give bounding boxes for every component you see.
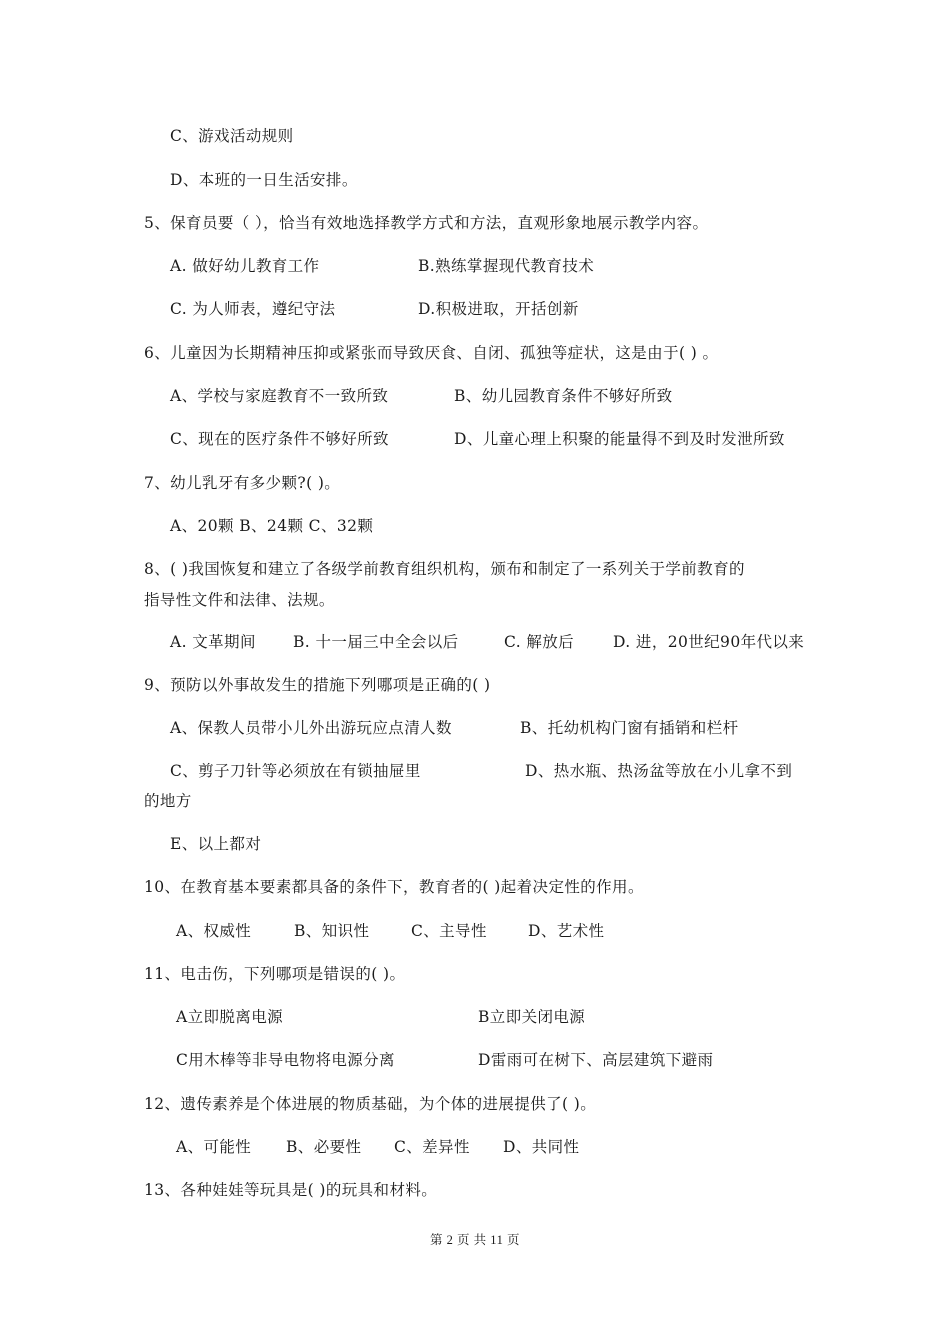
question-6: 6、儿童因为长期精神压抑或紧张而导致厌食、自闭、孤独等症状，这是由于( ) 。 — [144, 344, 719, 362]
option-12b: B、必要性 — [286, 1138, 362, 1156]
option-8a: A. 文革期间 — [170, 633, 256, 651]
question-8-line1: 8、( )我国恢复和建立了各级学前教育组织机构，颁布和制定了一系列关于学前教育的 — [144, 560, 745, 578]
question-5: 5、保育员要（ ），恰当有效地选择教学方式和方法，直观形象地展示教学内容。 — [144, 214, 709, 232]
page-footer: 第 2 页 共 11 页 — [430, 1233, 520, 1247]
question-12: 12、遗传素养是个体进展的物质基础，为个体的进展提供了( )。 — [144, 1095, 597, 1113]
option-10c: C、主导性 — [411, 922, 487, 940]
option-12a: A、可能性 — [176, 1138, 252, 1156]
option-9c: C、剪子刀针等必须放在有锁抽屉里 — [170, 762, 421, 780]
option-5a: A. 做好幼儿教育工作 — [170, 257, 320, 275]
option-5b: B.熟练掌握现代教育技术 — [418, 257, 595, 275]
question-13: 13、各种娃娃等玩具是( )的玩具和材料。 — [144, 1181, 438, 1199]
question-9: 9、预防以外事故发生的措施下列哪项是正确的( ) — [144, 676, 491, 694]
option-9d-cont: 的地方 — [144, 792, 192, 810]
option-5c: C. 为人师表，遵纪守法 — [170, 300, 336, 318]
option-5d: D.积极进取，开括创新 — [418, 300, 579, 318]
option-11b: B立即关闭电源 — [478, 1008, 586, 1026]
option-8b: B. 十一届三中全会以后 — [293, 633, 459, 651]
option-6c: C、现在的医疗条件不够好所致 — [170, 430, 389, 448]
option-6b: B、幼儿园教育条件不够好所致 — [454, 387, 673, 405]
option-9d: D、热水瓶、热汤盆等放在小儿拿不到 — [525, 762, 793, 780]
question-11: 11、电击伤，下列哪项是错误的( )。 — [144, 965, 406, 983]
option-4c: C、游戏活动规则 — [170, 127, 294, 145]
option-12d: D、共同性 — [503, 1138, 580, 1156]
option-10b: B、知识性 — [294, 922, 370, 940]
option-10d: D、艺术性 — [528, 922, 605, 940]
option-11a: A立即脱离电源 — [176, 1008, 283, 1026]
options-7: A、20颗 B、24颗 C、32颗 — [170, 517, 374, 535]
question-8-line2: 指导性文件和法律、法规。 — [144, 591, 335, 609]
question-10: 10、在教育基本要素都具备的条件下，教育者的( )起着决定性的作用。 — [144, 878, 644, 896]
option-11d: D雷雨可在树下、高层建筑下避雨 — [478, 1051, 714, 1069]
option-9e: E、以上都对 — [170, 835, 262, 853]
option-6a: A、学校与家庭教育不一致所致 — [170, 387, 389, 405]
question-7: 7、幼儿乳牙有多少颗?( )。 — [144, 474, 341, 492]
option-10a: A、权威性 — [176, 922, 252, 940]
option-9b: B、托幼机构门窗有插销和栏杆 — [520, 719, 739, 737]
option-6d: D、儿童心理上积聚的能量得不到及时发泄所致 — [454, 430, 785, 448]
option-11c: C用木棒等非导电物将电源分离 — [176, 1051, 395, 1069]
option-4d: D、本班的一日生活安排。 — [170, 171, 358, 189]
option-9a: A、保教人员带小儿外出游玩应点清人数 — [170, 719, 452, 737]
option-12c: C、差异性 — [394, 1138, 470, 1156]
option-8d: D. 进，20世纪90年代以来 — [613, 633, 805, 651]
option-8c: C. 解放后 — [504, 633, 575, 651]
